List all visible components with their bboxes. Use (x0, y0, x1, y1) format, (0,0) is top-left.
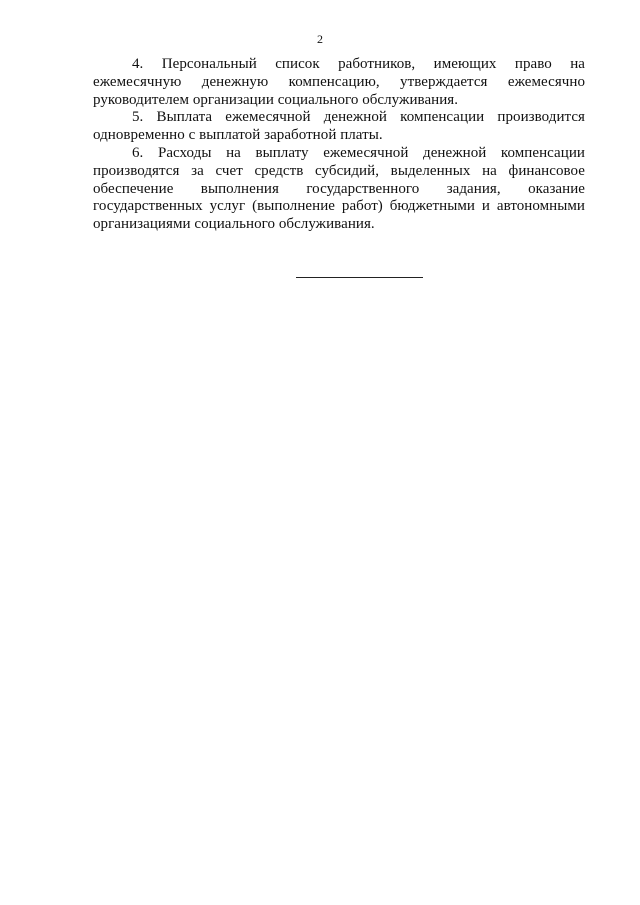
end-of-document-divider (296, 277, 423, 278)
document-body (93, 56, 585, 234)
paragraph-6: 6. Расходы на выплату ежемесячной денежной компенсации производятся за счет средств субсидий, выделенных на финансовое обеспечение выполнения государственного задания, оказание государственных услуг (выполнение работ) бюджетными и автономными организациями социального обслуживания. (93, 144, 585, 233)
paragraph-4: 4. Персональный список работников, имеющих право на ежемесячную денежную компенсацию, утверждается ежемесячно руководителем организации социального обслуживания. (93, 56, 585, 108)
paragraph-5: 5. Выплата ежемесячной денежной компенсации производится одновременно с выплатой заработной платы. (93, 109, 585, 144)
page-number: 2 (317, 32, 323, 46)
